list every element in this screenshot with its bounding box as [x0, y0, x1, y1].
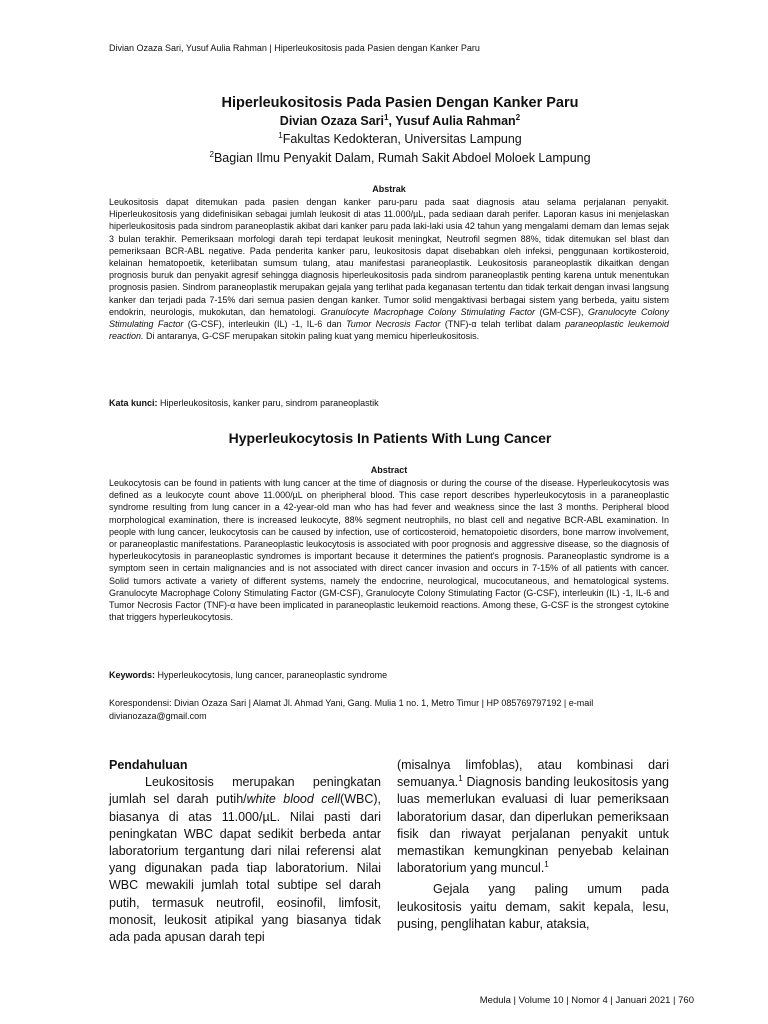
author-affiliation-mark: 2 — [515, 112, 521, 122]
abstrak-body — [109, 196, 669, 342]
running-header: Divian Ozaza Sari, Yusuf Aulia Rahman | Hiperleukositosis pada Pasien dengan Kanker Paru — [109, 43, 480, 53]
affiliation-mark: 2 — [209, 149, 214, 159]
citation-mark: 1 — [458, 774, 463, 784]
keywords-text: Hyperleukocytosis, lung cancer, paraneoplastic syndrome — [155, 670, 388, 680]
body-text: Diagnosis banding leukositosis yang luas memerlukan evaluasi di luar pemeriksaan laboratorium dasar, dan diperlukan pemeriksaan fisik dan riwayat perjalanan penyakit untuk memastikan kemungkinan penyebab kelainan laboratorium yang muncul. — [397, 775, 669, 876]
affiliation-text: Bagian Ilmu Penyakit Dalam, Rumah Sakit Abdoel Moloek Lampung — [213, 151, 591, 165]
body-italic-term: white blood cell — [246, 792, 341, 807]
abstrak-text: (GM-CSF), — [535, 306, 588, 317]
abstrak-text: (G-CSF), interleukin (IL) -1, IL-6 dan — [183, 319, 346, 330]
body-paragraph: Gejala yang paling umum pada leukositosis yaitu demam, sakit kepala, lesu, pusing, penglihatan kabur, ataksia, — [397, 882, 669, 931]
body-column-right — [397, 757, 669, 933]
abstrak-heading: Abstrak — [372, 184, 406, 194]
author-separator: , — [388, 114, 396, 128]
body-column-left — [109, 757, 381, 946]
kata-kunci — [109, 398, 669, 408]
paper-title-indonesian: Hiperleukositosis Pada Pasien Dengan Kanker Paru — [221, 95, 579, 111]
abstrak-italic-term: paraneoplastic leukemoid reaction. — [109, 319, 669, 342]
page-footer: Medula | Volume 10 | Nomor 4 | Januari 2021 | 760 — [479, 995, 694, 1006]
abstrak-italic-term: Granulocyte Colony Stimulating Factor — [109, 306, 669, 330]
affiliation-text: Fakultas Kedokteran, Universitas Lampung — [282, 132, 522, 146]
correspondence: Korespondensi: Divian Ozaza Sari | Alamat Jl. Ahmad Yani, Gang. Mulia 1 no. 1, Metro Timur | HP 085769797192 | e-mail divianozaza@gmail.com — [109, 698, 594, 721]
abstrak-text: Leukositosis dapat ditemukan pada pasien dengan kanker paru-paru pada saat diagnosis atau selama perjalanan penyakit. Hiperleukositosis yang didefinisikan sebagai jumlah leukosit di atas 11.000/µL, pada sediaan darah perifer. Laporan kasus ini menjelaskan hiperleukositosis pada sindrom paraneoplastik akibat dari kanker paru pada laki-laki usia 42 tahun yang mengalami demam dan lemas sejak 3 bulan terakhir. Pemeriksaan morfologi darah tepi terdapat leukosit meningkat, Neutrofil segmen 88%, tidak ditemukan sel blast dan pemeriksaan BCR-ABL negative. Pada penderita kanker paru, leukositosis dapat disebabkan oleh infeksi, penggunaan kortikosteroid, kelainan hematopoetik, keterlibatan sumsum tulang, atau manifestasi paraneoplastik. Leukositosis paraneoplastik dikaitkan dengan prognosis buruk dan penyakit agresif sehingga diagnosis hiperleukositosis pada sindrom paraneoplastik penting karena untuk menentukan prognosis pasien. Sindrom paraneoplastik merupakan gejala yang terlihat pada keganasan tertentu dan tidak terkait dengan invasi langsung kanker dan terjadi pada 7-15% dari semua pasien dengan kanker. Tumor solid mengaktivasi berbagai sistem yang berbeda, yaitu sistem endokrin, neurologis, mukokutan, dan hematologi. — [109, 197, 669, 317]
abstrak-text: Di antaranya, G-CSF merupakan sitokin paling kuat yang memicu hiperleukositosis. — [143, 331, 480, 342]
paper-title-english: Hyperleukocytosis In Patients With Lung Cancer — [228, 430, 552, 446]
citation-mark: 1 — [544, 860, 549, 870]
author-affiliation-mark: 1 — [384, 112, 389, 122]
abstrak-italic-term: Granulocyte Macrophage Colony Stimulating Factor — [320, 306, 536, 317]
kata-kunci-text: Hiperleukositosis, kanker paru, sindrom paraneoplastik — [157, 398, 379, 408]
body-paragraph — [109, 774, 381, 946]
keywords-label: Keywords: — [109, 670, 156, 680]
author-line — [100, 112, 700, 130]
author-name: Yusuf Aulia Rahman — [395, 114, 516, 128]
body-paragraph — [397, 757, 669, 877]
abstrak-italic-term: Tumor Necrosis Factor — [345, 319, 441, 330]
abstract-body: Leukocytosis can be found in patients with lung cancer at the time of diagnosis or during the course of the disease. Hyperleukocytosis was defined as a leukocyte count above 11.000/µL on pheripheral blood. This case report describes hyperleukocytosis in a paraneoplastic syndrome resulting from lung cancer in a 42-year-old man who has had fever and weakness since the last 3 months. Peripheral blood morphological examination, there is increased leukocyte, 88% segment neutrophils, no blast cell and negative BCR-ABL examination. In people with lung cancer, leukocytosis can be caused by infection, use of corticosteroid, hematopoietic disorders, bone marrow involvement, or paraneoplastic manifestations. Paraneoplastic leukocytosis is associated with poor prognosis and aggressive disease, so the diagnosis of hyperleukocytosis in paraneoplastic syndromes is important because it determines the patient's prognosis. Paraneoplastic syndrome is a symptom seen in certain malignancies and is not associated with direct cancer invasion and occurs in 7-15% of all patients with cancer. Solid tumors activate a variety of different systems, namely the endocrine, neurological, mucocutaneous, and hematological systems. Granulocyte Macrophage Colony Stimulating Factor (GM-CSF), Granulocyte Colony Stimulating Factor (G-CSF), interleukin (IL) -1, IL-6 and Tumor Necrosis Factor (TNF)-α have been implicated in paraneoplastic leukemoid reactions. Among these, G-CSF is the strongest cytokine that triggers hyperleukocytosis. — [109, 478, 669, 623]
affiliation — [100, 130, 700, 149]
body-text: (WBC), biasanya di atas 11.000/µL. Nilai pasti dari peningkatan WBC dapat sedikit berbeda antar laboratorium tergantung dari nilai referensi alat yang digunakan pada tiap laboratorium. Nilai WBC mewakili jumlah total subtipe sel darah putih, termasuk neutrofil, eosinofil, limfosit, monosit, leukosit atipikal yang biasanya tidak ada pada apusan darah tepi — [109, 792, 381, 945]
title-block — [100, 94, 700, 168]
author-name: Divian Ozaza Sari — [279, 114, 385, 128]
body-text: Leukositosis merupakan peningkatan jumlah sel darah putih/ — [109, 775, 381, 807]
affiliation-mark: 1 — [278, 130, 283, 140]
body-text: (misalnya limfoblas), atau kombinasi dari semuanya. — [397, 758, 669, 790]
abstrak-text: (TNF)-α telah terlibat dalam — [440, 319, 566, 330]
abstract-heading: Abstract — [370, 465, 408, 475]
section-heading: Pendahuluan — [109, 758, 188, 772]
kata-kunci-label: Kata kunci: — [109, 398, 158, 408]
keywords — [109, 670, 669, 680]
affiliation — [100, 149, 700, 168]
